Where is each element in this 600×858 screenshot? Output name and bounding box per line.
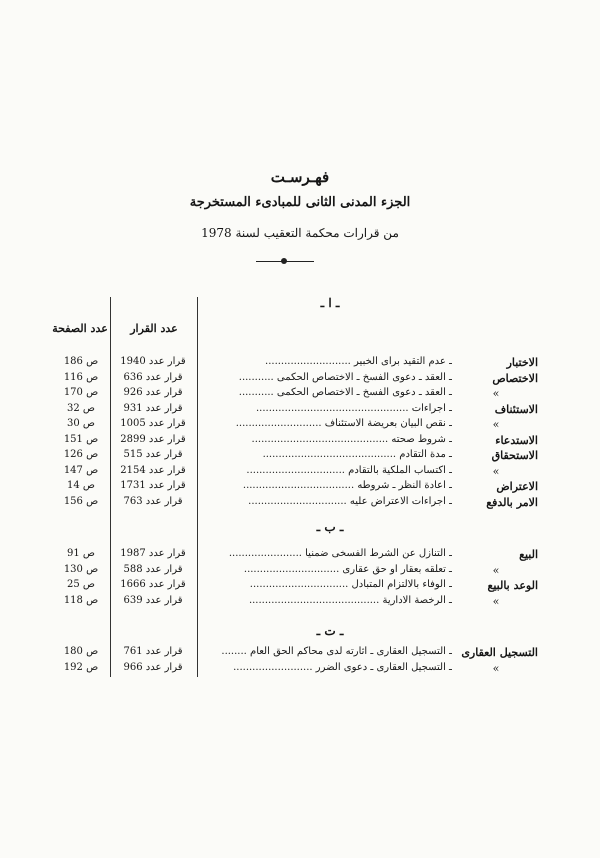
index-topic: التسجيل العقارى xyxy=(461,646,538,659)
index-decision-number: قرار عدد 1731 xyxy=(120,480,186,491)
index-row xyxy=(0,480,600,495)
index-page-number: ص 192 xyxy=(63,661,99,673)
index-decision-number: قرار عدد 1987 xyxy=(120,548,186,559)
index-subtopic: ـ الوفاء بالالتزام المتبادل ............................... xyxy=(249,579,452,590)
page-title: فهـرسـت xyxy=(270,168,330,186)
index-decision-number: قرار عدد 1005 xyxy=(120,418,186,429)
index-row xyxy=(0,595,600,610)
index-subtopic: ـ اجراءات ................................................ xyxy=(255,402,452,414)
index-topic: » xyxy=(492,418,500,431)
index-topic: الاختصاص xyxy=(492,371,538,385)
index-topic: الاستدعاء xyxy=(495,433,538,447)
index-row xyxy=(0,372,600,387)
index-row xyxy=(0,449,600,464)
index-subtopic: ـ اكتساب الملكية بالتقادم ............................... xyxy=(246,464,452,476)
index-decision-number: قرار عدد 636 xyxy=(123,371,183,383)
index-decision-number: قرار عدد 966 xyxy=(123,661,183,673)
index-topic: الوعد بالبيع xyxy=(487,579,538,592)
index-topic: » xyxy=(492,464,500,478)
index-row xyxy=(0,496,600,511)
index-page-number: ص 118 xyxy=(63,594,99,606)
index-subtopic: ـ تعلقه بعقار أو حق عقارى .............................. xyxy=(243,563,452,575)
page-subtitle-source: من قرارات محكمة التعقيب لسنة 1978 xyxy=(201,226,399,240)
index-page-number: ص 14 xyxy=(66,480,95,491)
index-decision-number: قرار عدد 763 xyxy=(123,495,183,507)
index-row xyxy=(0,403,600,418)
index-row xyxy=(0,646,600,661)
column-header-page: عدد الصفحة xyxy=(52,322,108,335)
index-subtopic: ـ اعادة النظر ـ شروطه ................................... xyxy=(242,480,452,491)
index-page-number: ص 91 xyxy=(66,548,95,559)
index-topic: » xyxy=(492,594,500,608)
index-page-number: ص 30 xyxy=(66,418,95,429)
index-page-number: ص 126 xyxy=(63,449,99,460)
index-page-number: ص 186 xyxy=(63,356,99,367)
index-subtopic: ـ مدة التقادم .......................................... xyxy=(262,449,452,460)
index-row xyxy=(0,548,600,563)
index-decision-number: قرار عدد 639 xyxy=(123,594,183,606)
index-decision-number: قرار عدد 926 xyxy=(123,387,183,398)
index-decision-number: قرار عدد 1940 xyxy=(120,356,186,367)
index-subtopic: ـ شروط صحته ........................................... xyxy=(251,433,452,445)
index-subtopic: ـ الرخصة الادارية ......................................... xyxy=(248,594,452,606)
index-page-number: ص 170 xyxy=(63,387,99,398)
index-row xyxy=(0,387,600,402)
index-row xyxy=(0,465,600,480)
index-topic: الاستحقاق xyxy=(491,449,538,462)
index-subtopic: ـ التسجيل العقارى ـ اثارته لدى محاكم الحق العام ........ xyxy=(221,646,452,657)
column-header-decision: عدد القرار xyxy=(130,322,178,335)
index-row xyxy=(0,564,600,579)
index-row xyxy=(0,579,600,594)
index-page-number: ص 147 xyxy=(63,464,99,476)
index-page-number: ص 25 xyxy=(66,579,95,590)
index-row xyxy=(0,434,600,449)
index-decision-number: قرار عدد 515 xyxy=(123,449,183,460)
index-row xyxy=(0,418,600,433)
index-topic: الاستئناف xyxy=(494,402,538,416)
index-row xyxy=(0,356,600,371)
index-subtopic: ـ اجراءات الاعتراض عليه ............................... xyxy=(248,495,452,507)
index-decision-number: قرار عدد 931 xyxy=(123,402,183,414)
index-decision-number: قرار عدد 1666 xyxy=(120,579,186,590)
index-subtopic: ـ التنازل عن الشرط الفسخى ضمنيا ....................... xyxy=(228,548,452,559)
index-topic: » xyxy=(492,387,500,400)
index-subtopic: ـ نقص البيان بعريضة الاستئناف ........................... xyxy=(235,418,452,429)
index-page-number: ص 116 xyxy=(63,371,99,383)
index-decision-number: قرار عدد 2154 xyxy=(120,464,186,476)
page-subtitle-volume: الجزء المدنى الثانى للمبادىء المستخرجة xyxy=(189,195,411,210)
index-topic: الامر بالدفع xyxy=(486,495,538,509)
index-page-number: ص 32 xyxy=(66,402,95,414)
index-subtopic: ـ العقد ـ دعوى الفسخ ـ الاختصاص الحكمى ........... xyxy=(238,387,452,398)
index-topic: الاختبار xyxy=(506,356,538,369)
divider-ornament xyxy=(281,258,287,264)
index-topic: » xyxy=(492,563,500,577)
index-subtopic: ـ عدم التقيد برأى الخبير ........................... xyxy=(265,356,452,367)
section-letter: ـ ت ـ xyxy=(316,624,344,638)
index-decision-number: قرار عدد 588 xyxy=(123,563,183,575)
index-subtopic: ـ التسجيل العقارى ـ دعوى الضرر ......................... xyxy=(233,661,452,673)
index-topic: البيع xyxy=(519,548,538,561)
index-page-number: ص 130 xyxy=(63,563,99,575)
index-page-number: ص 156 xyxy=(63,495,99,507)
section-letter: ـ ب ـ xyxy=(316,520,344,534)
index-decision-number: قرار عدد 761 xyxy=(123,646,183,657)
index-subtopic: ـ العقد ـ دعوى الفسخ ـ الاختصاص الحكمى ........... xyxy=(238,371,452,383)
section-letter: ـ ا ـ xyxy=(320,296,340,310)
index-page-number: ص 151 xyxy=(63,433,99,445)
index-decision-number: قرار عدد 2899 xyxy=(120,433,186,445)
index-topic: الاعتراض xyxy=(496,480,538,493)
index-topic: » xyxy=(492,661,500,675)
index-row xyxy=(0,662,600,677)
index-page-number: ص 180 xyxy=(63,646,99,657)
